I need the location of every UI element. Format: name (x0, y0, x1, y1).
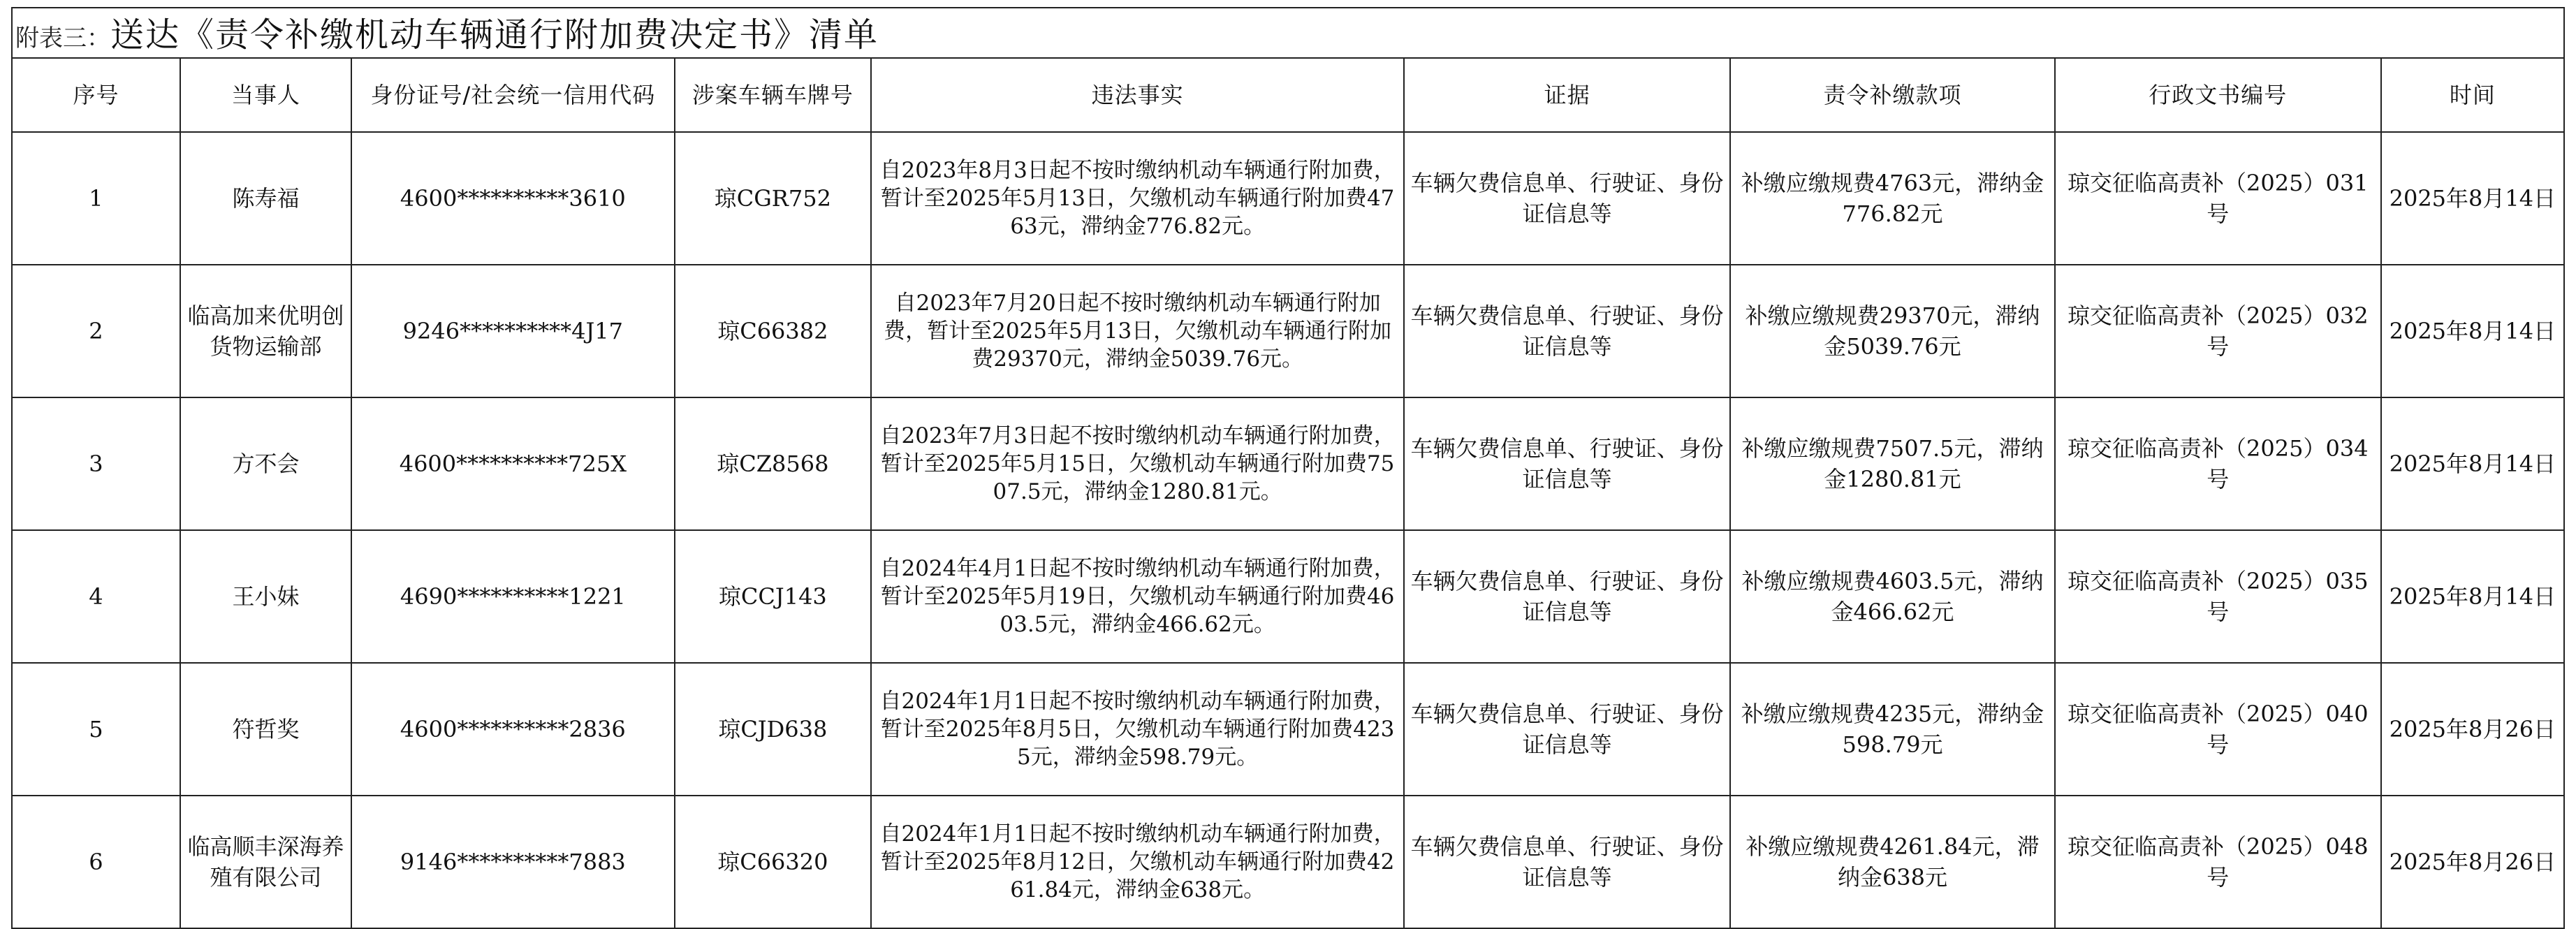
cell-payment: 补缴应缴规费29370元，滞纳金5039.76元 (1730, 265, 2055, 397)
cell-date: 2025年8月26日 (2381, 663, 2564, 796)
cell-plate: 琼CCJ143 (675, 530, 871, 663)
cell-evidence: 车辆欠费信息单、行驶证、身份证信息等 (1404, 132, 1730, 265)
cell-party: 方不会 (180, 397, 351, 530)
cell-id-number: 9246**********4J17 (351, 265, 675, 397)
cell-payment: 补缴应缴规费4763元，滞纳金776.82元 (1730, 132, 2055, 265)
cell-facts: 自2023年7月20日起不按时缴纳机动车辆通行附加费，暂计至2025年5月13日，欠缴机动车辆通行附加费29370元，滞纳金5039.76元。 (871, 265, 1404, 397)
table-row (12, 530, 2564, 663)
cell-id-number: 4600**********725X (351, 397, 675, 530)
header-document-number: 行政文书编号 (2055, 58, 2381, 132)
table-row (12, 397, 2564, 530)
cell-date: 2025年8月14日 (2381, 397, 2564, 530)
table-row (12, 265, 2564, 397)
cell-evidence: 车辆欠费信息单、行驶证、身份证信息等 (1404, 796, 1730, 928)
cell-id-number: 4690**********1221 (351, 530, 675, 663)
cell-facts: 自2024年1月1日起不按时缴纳机动车辆通行附加费，暂计至2025年8月12日，欠缴机动车辆通行附加费4261.84元，滞纳金638元。 (871, 796, 1404, 928)
cell-party: 王小妹 (180, 530, 351, 663)
cell-index: 1 (12, 132, 180, 265)
cell-id-number: 9146**********7883 (351, 796, 675, 928)
document-title (11, 7, 2565, 57)
cell-index: 3 (12, 397, 180, 530)
cell-payment: 补缴应缴规费4235元，滞纳金598.79元 (1730, 663, 2055, 796)
cell-party: 陈寿福 (180, 132, 351, 265)
table-row (12, 796, 2564, 928)
cell-evidence: 车辆欠费信息单、行驶证、身份证信息等 (1404, 397, 1730, 530)
title-main: 送达《责令补缴机动车辆通行附加费决定书》清单 (110, 15, 879, 54)
cell-document-number: 琼交征临高责补（2025）035号 (2055, 530, 2381, 663)
header-payment: 责令补缴款项 (1730, 58, 2055, 132)
header-index: 序号 (12, 58, 180, 132)
cell-evidence: 车辆欠费信息单、行驶证、身份证信息等 (1404, 663, 1730, 796)
cell-index: 5 (12, 663, 180, 796)
cell-document-number: 琼交征临高责补（2025）032号 (2055, 265, 2381, 397)
cell-plate: 琼CGR752 (675, 132, 871, 265)
cell-facts: 自2024年1月1日起不按时缴纳机动车辆通行附加费，暂计至2025年8月5日，欠缴机动车辆通行附加费4235元，滞纳金598.79元。 (871, 663, 1404, 796)
cell-evidence: 车辆欠费信息单、行驶证、身份证信息等 (1404, 265, 1730, 397)
cell-plate: 琼CJD638 (675, 663, 871, 796)
table-header-row (12, 58, 2564, 132)
cell-date: 2025年8月14日 (2381, 265, 2564, 397)
cell-index: 4 (12, 530, 180, 663)
cell-date: 2025年8月26日 (2381, 796, 2564, 928)
cell-evidence: 车辆欠费信息单、行驶证、身份证信息等 (1404, 530, 1730, 663)
table-row (12, 132, 2564, 265)
cell-document-number: 琼交征临高责补（2025）034号 (2055, 397, 2381, 530)
cell-facts: 自2023年7月3日起不按时缴纳机动车辆通行附加费，暂计至2025年5月15日，欠缴机动车辆通行附加费7507.5元，滞纳金1280.81元。 (871, 397, 1404, 530)
cell-plate: 琼CZ8568 (675, 397, 871, 530)
header-evidence: 证据 (1404, 58, 1730, 132)
cell-id-number: 4600**********3610 (351, 132, 675, 265)
header-date: 时间 (2381, 58, 2564, 132)
cell-payment: 补缴应缴规费4603.5元，滞纳金466.62元 (1730, 530, 2055, 663)
header-party: 当事人 (180, 58, 351, 132)
cell-document-number: 琼交征临高责补（2025）040号 (2055, 663, 2381, 796)
cell-facts: 自2023年8月3日起不按时缴纳机动车辆通行附加费，暂计至2025年5月13日，欠缴机动车辆通行附加费4763元，滞纳金776.82元。 (871, 132, 1404, 265)
table-row (12, 663, 2564, 796)
title-prefix: 附表三： (15, 24, 110, 52)
cell-plate: 琼C66320 (675, 796, 871, 928)
cell-facts: 自2024年4月1日起不按时缴纳机动车辆通行附加费，暂计至2025年5月19日，欠缴机动车辆通行附加费4603.5元，滞纳金466.62元。 (871, 530, 1404, 663)
cell-document-number: 琼交征临高责补（2025）048号 (2055, 796, 2381, 928)
cell-index: 6 (12, 796, 180, 928)
cell-payment: 补缴应缴规费4261.84元，滞纳金638元 (1730, 796, 2055, 928)
header-id-number: 身份证号/社会统一信用代码 (351, 58, 675, 132)
cell-party: 临高顺丰深海养殖有限公司 (180, 796, 351, 928)
cell-date: 2025年8月14日 (2381, 530, 2564, 663)
delivery-list-table (11, 57, 2565, 929)
header-plate: 涉案车辆车牌号 (675, 58, 871, 132)
cell-payment: 补缴应缴规费7507.5元，滞纳金1280.81元 (1730, 397, 2055, 530)
cell-date: 2025年8月14日 (2381, 132, 2564, 265)
cell-id-number: 4600**********2836 (351, 663, 675, 796)
cell-plate: 琼C66382 (675, 265, 871, 397)
cell-party: 临高加来优明创货物运输部 (180, 265, 351, 397)
cell-index: 2 (12, 265, 180, 397)
header-facts: 违法事实 (871, 58, 1404, 132)
cell-party: 符哲奖 (180, 663, 351, 796)
cell-document-number: 琼交征临高责补（2025）031号 (2055, 132, 2381, 265)
